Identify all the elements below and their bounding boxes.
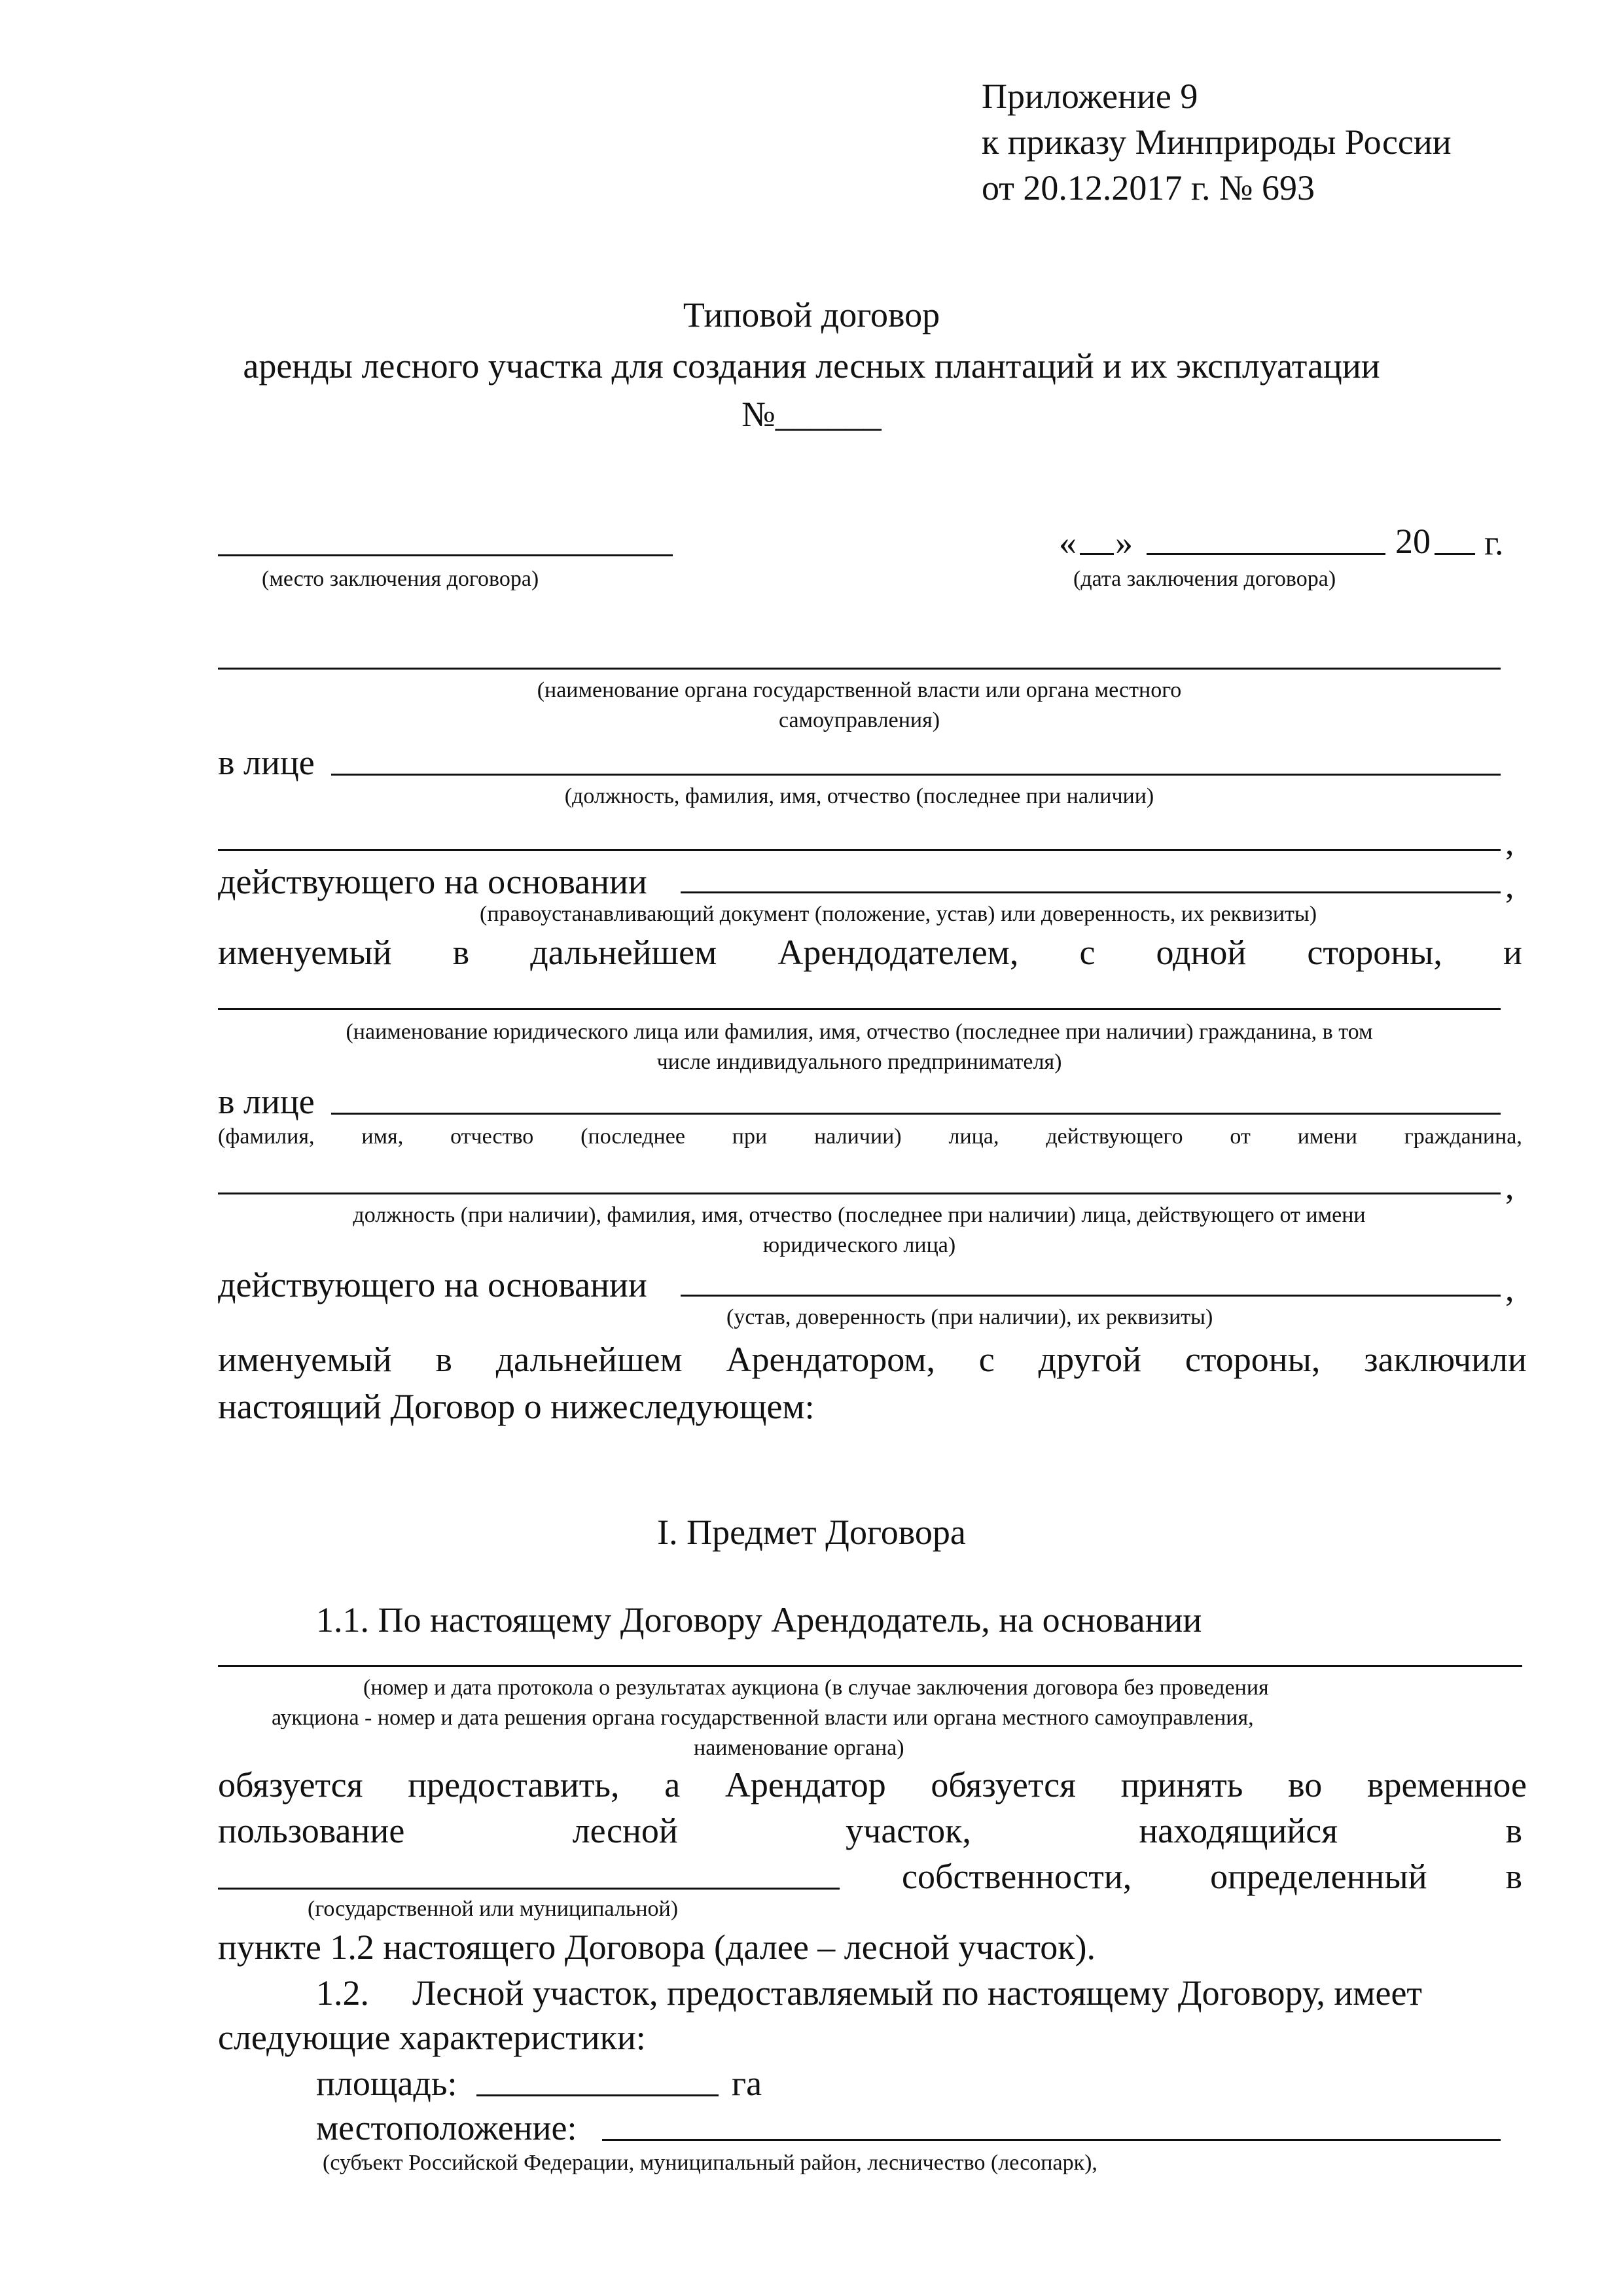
landlord-official-caption: (должность, фамилия, имя, отчество (последнее при наличии) [564, 784, 1154, 808]
tenant-person-caption [218, 1123, 1522, 1151]
word: дальнейшем [530, 933, 717, 972]
area-label: площадь: [316, 2064, 457, 2103]
protocol-caption-3: наименование органа) [694, 1736, 904, 1760]
word: стороны, [1307, 933, 1442, 972]
p11-lead: 1.1. По настоящему Договору Арендодатель, на основании [316, 1600, 1202, 1640]
date-day-line [1080, 553, 1114, 555]
appendix-line-1: Приложение 9 [982, 77, 1198, 116]
use-row [218, 1810, 1522, 1851]
word: обязуется [218, 1765, 363, 1804]
word: наличии) [814, 1124, 902, 1149]
word: дальнейшем [495, 1340, 683, 1379]
tenant-in-person: в лице [218, 1082, 315, 1121]
word: лица, [948, 1124, 999, 1149]
date-month-line [1147, 553, 1385, 555]
tenant-basis-line [681, 1295, 1501, 1297]
word: и [1503, 933, 1522, 972]
obligation-row [218, 1765, 1527, 1805]
date-left-quote: « [1059, 523, 1077, 562]
tenant-rep-caption-2: юридического лица) [762, 1233, 956, 1257]
word: Арендатором, [726, 1340, 935, 1379]
tenant-rep-caption-1: должность (при наличии), фамилия, имя, отчество (последнее при наличии) лица, действующего от имени [353, 1203, 1366, 1227]
landlord-comma-1: , [1505, 823, 1514, 862]
p12-number: 1.2. [316, 1973, 369, 2013]
p12-text: Лесной участок, предоставляемый по настоящему Договору, имеет [412, 1973, 1423, 2013]
protocol-caption-1: (номер и дата протокола о результатах аукциона (в случае заключения договора без проведения [363, 1676, 1269, 1700]
word: пользование [218, 1811, 405, 1850]
word: отчество [450, 1124, 534, 1149]
word: именуемый [218, 933, 392, 972]
area-unit: га [732, 2064, 762, 2103]
date-year-line [1435, 553, 1475, 555]
tenant-comma-1: , [1505, 1167, 1514, 1206]
date-year-suffix: г. [1484, 523, 1504, 562]
word: лесной [572, 1811, 678, 1850]
word: предоставить, [408, 1765, 620, 1804]
landlord-comma-2: , [1505, 866, 1514, 905]
word: в [1505, 1857, 1522, 1896]
word: Арендатор [724, 1765, 886, 1804]
word: а [664, 1765, 681, 1804]
tenant-concluded: настоящий Договор о нижеследующем: [218, 1387, 815, 1426]
authority-caption-2: самоуправления) [778, 708, 940, 732]
protocol-caption-2: аукциона - номер и дата решения органа государственной власти или органа местного самоуправления, [272, 1706, 1254, 1730]
tenant-named-row [218, 1339, 1527, 1380]
tenant-comma-2: , [1505, 1269, 1514, 1308]
word: временное [1366, 1765, 1527, 1804]
landlord-acting-basis: действующего на основании [218, 862, 647, 901]
word: (последнее [580, 1124, 685, 1149]
tenant-entity-caption-1: (наименование юридического лица или фамилия, имя, отчество (последнее при наличии) гражданина, в том [346, 1020, 1373, 1044]
date-caption: (дата заключения договора) [1073, 567, 1336, 591]
location-caption: (субъект Российской Федерации, муниципальный район, лесничество (лесопарк), [323, 2151, 1097, 2175]
location-label: местоположение: [316, 2108, 577, 2147]
word: имя, [361, 1124, 404, 1149]
word: принять [1120, 1765, 1243, 1804]
appendix-line-2: к приказу Минприроды России [982, 122, 1452, 162]
landlord-document-caption: (правоустанавливающий документ (положение, устав) или доверенность, их реквизиты) [480, 902, 1317, 926]
word: в [435, 1340, 452, 1379]
ownership-row [902, 1856, 1522, 1897]
landlord-in-person: в лице [218, 743, 315, 782]
word: именуемый [218, 1340, 392, 1379]
date-right-quote: » [1115, 523, 1133, 562]
word: в [1505, 1811, 1522, 1850]
protocol-line [218, 1665, 1522, 1667]
location-line [602, 2139, 1501, 2141]
landlord-named-row [218, 932, 1522, 973]
title-line-1: Типовой договор [683, 295, 940, 334]
word: другой [1038, 1340, 1142, 1379]
word: собственности, [902, 1857, 1132, 1896]
word: при [732, 1124, 768, 1149]
word: имени [1297, 1124, 1357, 1149]
word: Арендодателем, [777, 933, 1019, 972]
landlord-official-line [331, 774, 1501, 776]
tenant-person-line [331, 1113, 1501, 1115]
authority-line [218, 668, 1501, 670]
word: участок, [846, 1811, 971, 1850]
title-line-2: аренды лесного участка для создания лесных плантаций и их эксплуатации [243, 346, 1380, 386]
ownership-line [218, 1888, 840, 1890]
word: заключили [1364, 1340, 1527, 1379]
ownership-caption: (государственной или муниципальной) [308, 1897, 679, 1921]
contract-number: №______ [741, 395, 882, 434]
word: находящийся [1139, 1811, 1338, 1850]
section-1-heading: I. Предмет Договора [657, 1513, 966, 1552]
tenant-acting-basis: действующего на основании [218, 1265, 647, 1304]
tenant-basis-caption: (устав, доверенность (при наличии), их реквизиты) [726, 1305, 1213, 1329]
word: обязуется [931, 1765, 1076, 1804]
tenant-entity-caption-2: числе индивидуального предпринимателя) [656, 1050, 1062, 1074]
word: от [1230, 1124, 1251, 1149]
tenant-entity-line [218, 1008, 1501, 1010]
word: действующего [1046, 1124, 1183, 1149]
word: с [978, 1340, 995, 1379]
word: во [1288, 1765, 1323, 1804]
date-year-prefix: 20 [1395, 522, 1431, 561]
place-line [218, 554, 673, 556]
area-line [476, 2094, 719, 2096]
word: (фамилия, [218, 1124, 315, 1149]
landlord-basis-line [681, 891, 1501, 893]
word: определенный [1210, 1857, 1427, 1896]
place-caption: (место заключения договора) [262, 567, 539, 591]
tenant-rep-line [218, 1193, 1501, 1194]
appendix-line-3: от 20.12.2017 г. № 693 [982, 168, 1315, 207]
word: в [452, 933, 470, 972]
p12-continuation: следующие характеристики: [218, 2018, 646, 2057]
word: гражданина, [1404, 1124, 1522, 1149]
word: одной [1156, 933, 1247, 972]
authority-caption-1: (наименование органа государственной власти или органа местного [537, 678, 1182, 702]
point-reference: пункте 1.2 настоящего Договора (далее – лесной участок). [218, 1928, 1096, 1967]
word: с [1079, 933, 1096, 972]
word: стороны, [1185, 1340, 1321, 1379]
landlord-official-line-2 [218, 849, 1501, 851]
